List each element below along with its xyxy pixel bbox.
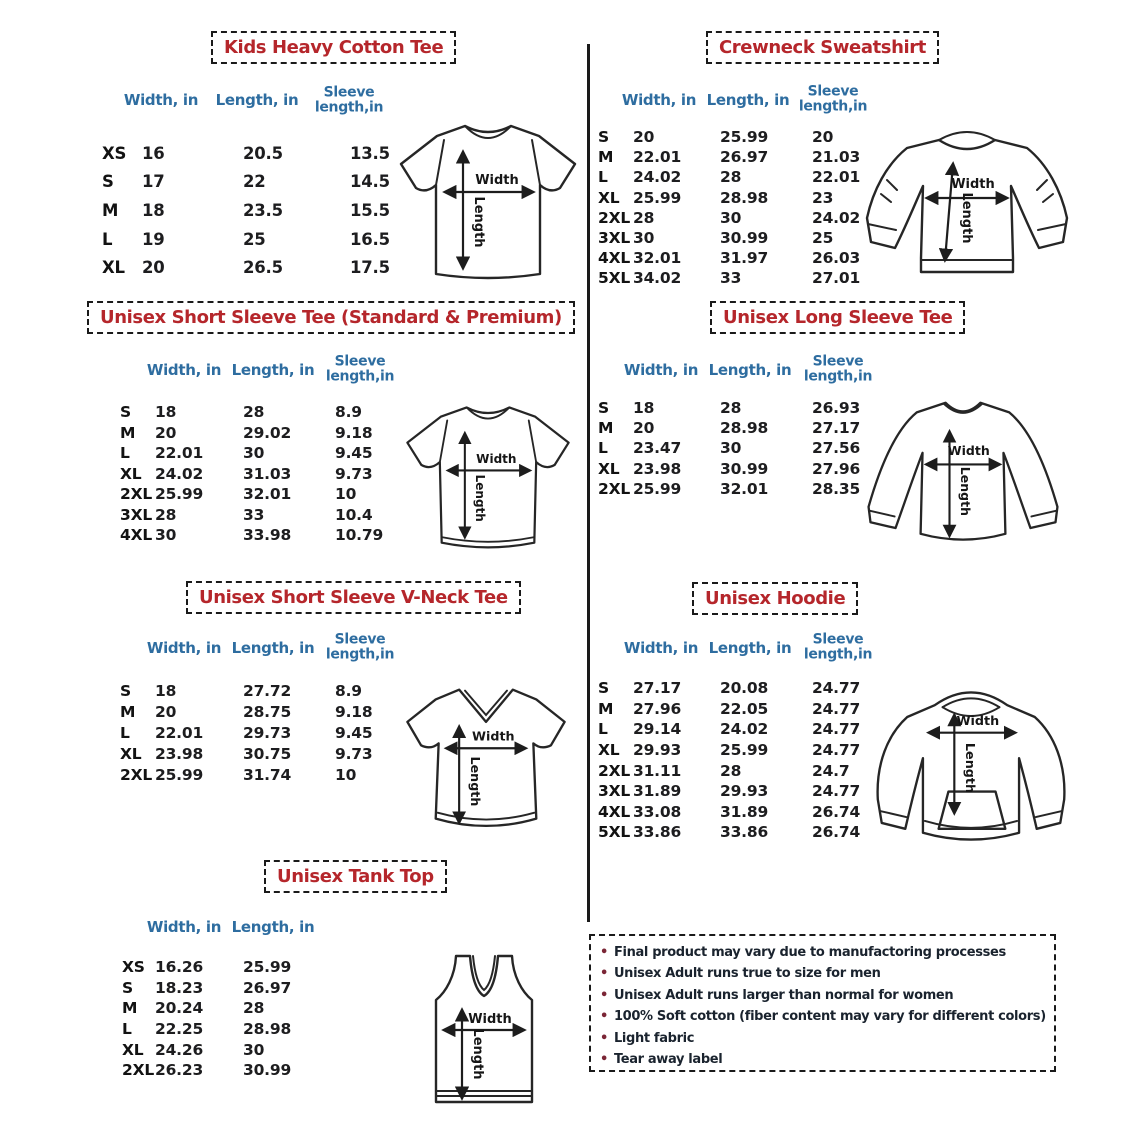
sleeve-cell: 26.03 (812, 249, 861, 268)
bullet-icon: • (600, 945, 608, 960)
length-cell: 30.75 (243, 744, 292, 763)
sleeve-cell: 10 (335, 765, 357, 784)
table-row (598, 268, 872, 288)
sleeve-cell: 27.01 (812, 269, 861, 288)
column-header-width: Width, in (146, 918, 222, 936)
width-label: Width (475, 173, 519, 188)
size-cell: XL (120, 464, 142, 483)
size-cell: S (598, 399, 609, 418)
sleeve-cell: 25 (812, 229, 834, 248)
note-text: Light fabric (613, 1030, 695, 1046)
sleeve-cell: 8.9 (335, 403, 362, 422)
size-cell: 3XL (598, 782, 631, 801)
section-title-kids-tee: Kids Heavy Cotton Tee (211, 31, 456, 64)
size-cell: S (598, 128, 609, 147)
width-cell: 31.11 (633, 761, 682, 780)
length-cell: 28 (243, 403, 265, 422)
table-row (120, 402, 395, 423)
length-cell: 28.98 (720, 188, 769, 207)
table-row (598, 228, 872, 248)
section-title-vneck-tee: Unisex Short Sleeve V-Neck Tee (186, 581, 521, 614)
column-header-length: Length, in (708, 639, 792, 657)
sleeve-cell: 22.01 (812, 168, 861, 187)
sleeve-cell: 20 (812, 128, 834, 147)
table-row (120, 743, 395, 764)
column-header-sleeve: Sleeve length,in (803, 353, 873, 384)
size-cell: 2XL (598, 479, 631, 498)
sleeve-cell: 21.03 (812, 148, 861, 167)
table-row (122, 1019, 313, 1040)
width-cell: 26.23 (155, 1061, 204, 1080)
table-row (102, 196, 410, 225)
table-row (598, 678, 872, 699)
length-cell: 29.02 (243, 423, 292, 442)
table-row (120, 443, 395, 464)
size-cell: L (120, 723, 130, 742)
length-cell: 33 (243, 505, 265, 524)
length-cell: 28 (720, 761, 742, 780)
note-text: Final product may vary due to manufactoring processes (613, 945, 1006, 960)
column-header-sleeve: Sleeve length,in (325, 353, 395, 384)
length-cell: 28 (720, 399, 742, 418)
width-cell: 25.99 (155, 765, 204, 784)
sleeve-cell: 9.18 (335, 703, 373, 722)
size-cell: 5XL (598, 823, 631, 842)
size-cell: L (598, 168, 608, 187)
length-cell: 30 (243, 1040, 265, 1059)
sleeve-cell: 26.93 (812, 399, 861, 418)
crewneck-diagram (860, 120, 1074, 298)
garment-outline (401, 126, 575, 278)
width-cell: 27.17 (633, 679, 682, 698)
width-cell: 16 (142, 143, 165, 163)
width-cell: 22.25 (155, 1020, 204, 1039)
sleeve-cell: 10.4 (335, 505, 373, 524)
length-cell: 24.02 (720, 720, 769, 739)
width-cell: 25.99 (155, 485, 204, 504)
table-row (598, 398, 872, 418)
size-cell: XL (102, 258, 125, 278)
table-row (598, 479, 872, 499)
width-cell: 20 (155, 703, 177, 722)
sleeve-cell: 13.5 (350, 143, 390, 163)
length-cell: 30.99 (720, 459, 769, 478)
long-sleeve-table (598, 398, 872, 499)
length-cell: 27.72 (243, 682, 292, 701)
table-row (120, 525, 395, 546)
length-cell: 30 (720, 208, 742, 227)
column-header-width: Width, in (621, 91, 697, 109)
tank-top-table (122, 957, 313, 1081)
width-cell: 18 (155, 682, 177, 701)
size-cell: S (598, 679, 609, 698)
size-cell: M (120, 703, 136, 722)
width-label: Width (947, 442, 990, 458)
bullet-icon: • (600, 1051, 608, 1067)
table-row (598, 438, 872, 458)
vneck-tee-diagram (400, 676, 572, 842)
section-title-standard-tee: Unisex Short Sleeve Tee (Standard & Premium) (87, 301, 575, 334)
width-cell: 22.01 (155, 444, 204, 463)
size-cell: 2XL (120, 765, 153, 784)
table-row (598, 802, 872, 823)
length-cell: 20.08 (720, 679, 769, 698)
length-cell: 32.01 (243, 485, 292, 504)
length-cell: 33 (720, 269, 742, 288)
section-title-tank-top: Unisex Tank Top (264, 860, 447, 893)
length-cell: 30.99 (720, 229, 769, 248)
size-cell: S (122, 978, 133, 997)
size-cell: 2XL (122, 1061, 155, 1080)
sleeve-cell: 27.56 (812, 439, 861, 458)
note-text: Unisex Adult runs true to size for men (613, 966, 881, 982)
column-header-sleeve: Sleeve length,in (798, 83, 868, 114)
size-cell: M (598, 419, 614, 438)
size-cell: XL (598, 741, 620, 760)
width-cell: 28 (633, 208, 655, 227)
sleeve-cell: 10 (335, 485, 357, 504)
standard-tee-table (120, 402, 395, 546)
hoodie-table (598, 678, 872, 843)
width-cell: 28 (155, 505, 177, 524)
sleeve-cell: 24.77 (812, 679, 861, 698)
sleeve-cell: 27.96 (812, 459, 861, 478)
size-cell: 4XL (120, 526, 153, 545)
width-cell: 29.93 (633, 741, 682, 760)
sleeve-cell: 10.79 (335, 526, 384, 545)
column-header-width: Width, in (146, 361, 222, 379)
sleeve-cell: 9.45 (335, 444, 373, 463)
table-row (122, 957, 313, 978)
sleeve-cell: 9.45 (335, 723, 373, 742)
size-cell: 2XL (598, 208, 631, 227)
standard-tee-diagram (400, 390, 576, 562)
table-row (598, 418, 872, 438)
table-row (122, 1060, 313, 1081)
bullet-icon: • (600, 1030, 608, 1046)
table-row (102, 168, 410, 197)
table-row (120, 723, 395, 744)
table-row (102, 253, 410, 282)
length-cell: 28 (720, 168, 742, 187)
kids-tee-diagram (393, 110, 583, 290)
length-cell: 28 (243, 999, 265, 1018)
size-cell: S (102, 172, 114, 192)
width-label: Width (476, 452, 517, 467)
kids-tee-table (102, 139, 410, 282)
section-title-hoodie: Unisex Hoodie (692, 582, 858, 615)
table-row (120, 505, 395, 526)
table-row (120, 423, 395, 444)
note-text: Unisex Adult runs larger than normal for women (613, 987, 954, 1003)
length-label: Length (472, 474, 487, 522)
length-cell: 20.5 (243, 143, 283, 163)
section-title-crewneck: Crewneck Sweatshirt (706, 31, 939, 64)
size-cell: 3XL (598, 229, 631, 248)
length-cell: 29.73 (243, 723, 292, 742)
column-header-length: Length, in (231, 361, 315, 379)
table-row (122, 998, 313, 1019)
bullet-icon: • (600, 1009, 608, 1025)
sleeve-cell: 24.77 (812, 720, 861, 739)
length-cell: 29.93 (720, 782, 769, 801)
note-item (600, 1031, 1046, 1052)
size-cell: M (122, 999, 138, 1018)
length-label: Length (958, 466, 974, 517)
table-row (598, 740, 872, 761)
table-row (598, 760, 872, 781)
width-cell: 19 (142, 229, 165, 249)
width-cell: 33.08 (633, 802, 682, 821)
table-row (122, 978, 313, 999)
sleeve-cell: 24.7 (812, 761, 850, 780)
sleeve-cell: 15.5 (350, 200, 390, 220)
sleeve-cell: 9.73 (335, 464, 373, 483)
column-header-width: Width, in (123, 91, 199, 109)
column-header-length: Length, in (706, 91, 790, 109)
width-cell: 20 (633, 128, 655, 147)
width-cell: 24.02 (633, 168, 682, 187)
length-label: Length (471, 196, 486, 248)
table-row (102, 225, 410, 254)
long-sleeve-diagram (857, 390, 1069, 562)
table-row (598, 822, 872, 843)
table-row (120, 464, 395, 485)
size-cell: L (598, 720, 608, 739)
width-cell: 24.26 (155, 1040, 204, 1059)
note-text: 100% Soft cotton (fiber content may vary for different colors) (613, 1009, 1046, 1025)
note-item (600, 966, 1046, 987)
width-cell: 34.02 (633, 269, 682, 288)
table-row (120, 484, 395, 505)
sleeve-cell: 24.77 (812, 699, 861, 718)
sleeve-cell: 8.9 (335, 682, 362, 701)
vneck-tee-table (120, 681, 395, 785)
table-row (598, 781, 872, 802)
size-cell: S (120, 682, 131, 701)
size-cell: L (598, 439, 608, 458)
size-cell: 5XL (598, 269, 631, 288)
size-cell: XS (102, 143, 127, 163)
column-header-width: Width, in (146, 639, 222, 657)
length-cell: 25.99 (243, 958, 292, 977)
table-row (598, 147, 872, 167)
sleeve-cell: 26.74 (812, 823, 861, 842)
length-cell: 28.75 (243, 703, 292, 722)
size-cell: S (120, 403, 131, 422)
width-cell: 20 (633, 419, 655, 438)
column-header-length: Length, in (231, 918, 315, 936)
width-cell: 23.47 (633, 439, 682, 458)
tank-top-diagram (424, 950, 544, 1120)
length-cell: 22.05 (720, 699, 769, 718)
length-cell: 30 (720, 439, 742, 458)
length-cell: 26.5 (243, 258, 283, 278)
length-label: Length (467, 756, 483, 807)
sleeve-cell: 9.18 (335, 423, 373, 442)
section-title-long-sleeve: Unisex Long Sleeve Tee (710, 301, 965, 334)
length-cell: 23.5 (243, 200, 283, 220)
width-cell: 31.89 (633, 782, 682, 801)
column-header-sleeve: Sleeve length,in (803, 631, 873, 662)
size-cell: L (122, 1020, 132, 1039)
width-cell: 32.01 (633, 249, 682, 268)
length-cell: 33.86 (720, 823, 769, 842)
width-cell: 30 (155, 526, 177, 545)
crewneck-table (598, 127, 872, 289)
width-cell: 25.99 (633, 479, 682, 498)
width-cell: 18.23 (155, 978, 204, 997)
width-cell: 20 (155, 423, 177, 442)
length-cell: 26.97 (243, 978, 292, 997)
column-header-width: Width, in (623, 361, 699, 379)
note-text: Tear away label (613, 1051, 723, 1067)
size-cell: M (102, 200, 119, 220)
table-row (598, 248, 872, 268)
size-cell: XL (120, 744, 142, 763)
size-cell: 4XL (598, 802, 631, 821)
sleeve-cell: 24.02 (812, 208, 861, 227)
size-cell: M (598, 699, 614, 718)
sleeve-cell: 9.73 (335, 744, 373, 763)
width-label: Width (951, 177, 995, 192)
table-row (598, 459, 872, 479)
width-label: Width (468, 1012, 512, 1027)
width-cell: 33.86 (633, 823, 682, 842)
size-cell: L (102, 229, 113, 249)
width-cell: 16.26 (155, 958, 204, 977)
table-row (598, 208, 872, 228)
size-cell: XL (598, 459, 620, 478)
sleeve-cell: 26.74 (812, 802, 861, 821)
length-cell: 26.97 (720, 148, 769, 167)
width-cell: 18 (633, 399, 655, 418)
size-cell: XL (122, 1040, 144, 1059)
width-label: Width (472, 728, 515, 744)
table-row (120, 764, 395, 785)
size-cell: M (598, 148, 614, 167)
width-cell: 27.96 (633, 699, 682, 718)
length-cell: 25 (243, 229, 266, 249)
size-cell: 3XL (120, 505, 153, 524)
note-item (600, 1009, 1046, 1030)
sleeve-cell: 14.5 (350, 172, 390, 192)
width-cell: 22.01 (633, 148, 682, 167)
garment-outline (407, 407, 568, 547)
size-cell: L (120, 444, 130, 463)
column-header-width: Width, in (623, 639, 699, 657)
size-cell: 2XL (598, 761, 631, 780)
length-cell: 30 (243, 444, 265, 463)
length-cell: 33.98 (243, 526, 292, 545)
length-cell: 25.99 (720, 128, 769, 147)
width-cell: 30 (633, 229, 655, 248)
width-cell: 17 (142, 172, 165, 192)
table-row (120, 702, 395, 723)
sleeve-cell: 24.77 (812, 782, 861, 801)
table-row (598, 167, 872, 187)
note-item (600, 988, 1046, 1009)
size-cell: 2XL (120, 485, 153, 504)
size-cell: M (120, 423, 136, 442)
width-label: Width (956, 713, 1000, 729)
width-cell: 18 (155, 403, 177, 422)
size-cell: XL (598, 188, 620, 207)
table-row (598, 188, 872, 208)
width-cell: 24.02 (155, 464, 204, 483)
length-label: Length (962, 742, 978, 794)
sleeve-cell: 24.77 (812, 741, 861, 760)
bullet-icon: • (600, 987, 608, 1003)
width-cell: 23.98 (155, 744, 204, 763)
bullet-icon: • (600, 966, 608, 982)
column-header-length: Length, in (708, 361, 792, 379)
hoodie-diagram (868, 672, 1074, 864)
sleeve-cell: 16.5 (350, 229, 390, 249)
length-cell: 31.03 (243, 464, 292, 483)
table-row (102, 139, 410, 168)
width-cell: 25.99 (633, 188, 682, 207)
note-item (600, 1052, 1046, 1073)
table-row (598, 699, 872, 720)
length-cell: 31.89 (720, 802, 769, 821)
width-cell: 20 (142, 258, 165, 278)
column-header-sleeve: Sleeve length,in (325, 631, 395, 662)
width-cell: 20.24 (155, 999, 204, 1018)
table-row (120, 681, 395, 702)
table-row (598, 719, 872, 740)
length-cell: 22 (243, 172, 266, 192)
column-header-length: Length, in (231, 639, 315, 657)
sleeve-cell: 28.35 (812, 479, 861, 498)
size-cell: XS (122, 958, 145, 977)
table-row (122, 1039, 313, 1060)
length-cell: 31.74 (243, 765, 292, 784)
sleeve-cell: 23 (812, 188, 834, 207)
width-cell: 23.98 (633, 459, 682, 478)
sleeve-cell: 27.17 (812, 419, 861, 438)
length-label: Length (470, 1028, 485, 1080)
column-header-sleeve: Sleeve length,in (314, 84, 384, 115)
width-cell: 22.01 (155, 723, 204, 742)
sleeve-cell: 17.5 (350, 258, 390, 278)
length-cell: 32.01 (720, 479, 769, 498)
note-item (600, 945, 1046, 966)
column-divider (587, 44, 590, 922)
length-cell: 25.99 (720, 741, 769, 760)
notes-box (589, 934, 1056, 1072)
length-cell: 28.98 (720, 419, 769, 438)
length-label: Length (959, 192, 974, 244)
length-cell: 30.99 (243, 1061, 292, 1080)
length-cell: 28.98 (243, 1020, 292, 1039)
table-row (598, 127, 872, 147)
length-cell: 31.97 (720, 249, 769, 268)
width-cell: 29.14 (633, 720, 682, 739)
size-cell: 4XL (598, 249, 631, 268)
garment-outline (407, 690, 564, 826)
width-cell: 18 (142, 200, 165, 220)
column-header-length: Length, in (215, 91, 299, 109)
